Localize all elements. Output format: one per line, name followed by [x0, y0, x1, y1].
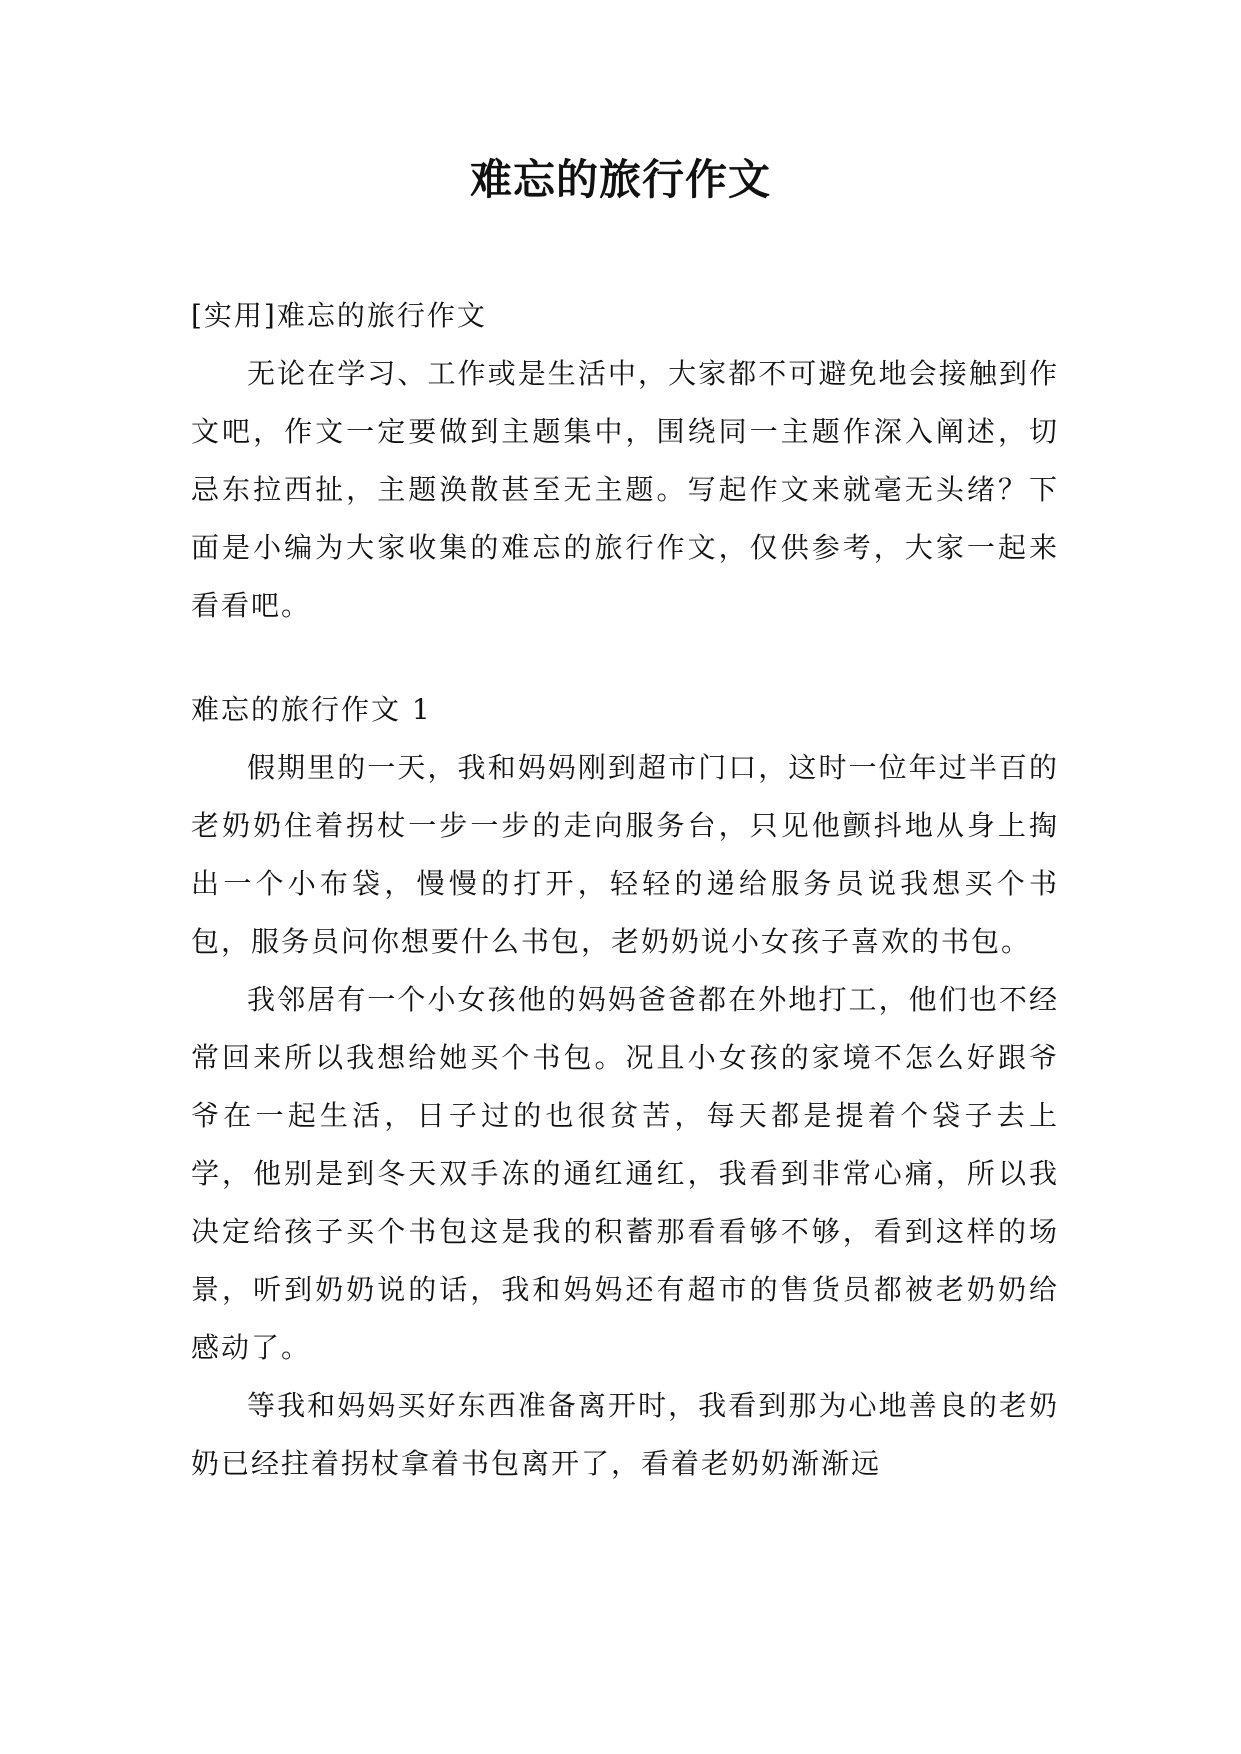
body-paragraph: 假期里的一天，我和妈妈刚到超市门口，这时一位年过半百的老奶奶住着拐杖一步一步的走向服务台，只见他颤抖地从身上掏出一个小布袋，慢慢的打开，轻轻的递给服务员说我想买个书包，服务员问你想要什么书包，老奶奶说小女孩子喜欢的书包。: [191, 751, 1059, 958]
page-title: 难忘的旅行作文: [469, 155, 771, 204]
body-paragraph: 等我和妈妈买好东西准备离开时，我看到那为心地善良的老奶奶已经拄着拐杖拿着书包离开了，看着老奶奶渐渐远: [191, 1389, 1059, 1480]
section-heading: 难忘的旅行作文 1: [191, 693, 432, 726]
document-body: [191, 287, 1059, 1493]
body-paragraph: 我邻居有一个小女孩他的妈妈爸爸都在外地打工，他们也不经常回来所以我想给她买个书包。况且小女孩的家境不怎么好跟爷爷在一起生活，日子过的也很贫苦，每天都是提着个袋子去上学，他别是到冬天双手冻的通红通红，我看到非常心痛，所以我决定给孩子买个书包这是我的积蓄那看看够不够，看到这样的场景，听到奶奶说的话，我和妈妈还有超市的售货员都被老奶奶给感动了。: [191, 983, 1059, 1364]
intro-paragraph: 无论在学习、工作或是生活中，大家都不可避免地会接触到作文吧，作文一定要做到主题集中，围绕同一主题作深入阐述，切忌东拉西扯，主题涣散甚至无主题。写起作文来就毫无头绪？下面是小编为大家收集的难忘的旅行作文，仅供参考，大家一起来看看吧。: [191, 357, 1059, 622]
subtitle: [实用]难忘的旅行作文: [191, 299, 487, 332]
section-spacer: [191, 635, 1059, 681]
